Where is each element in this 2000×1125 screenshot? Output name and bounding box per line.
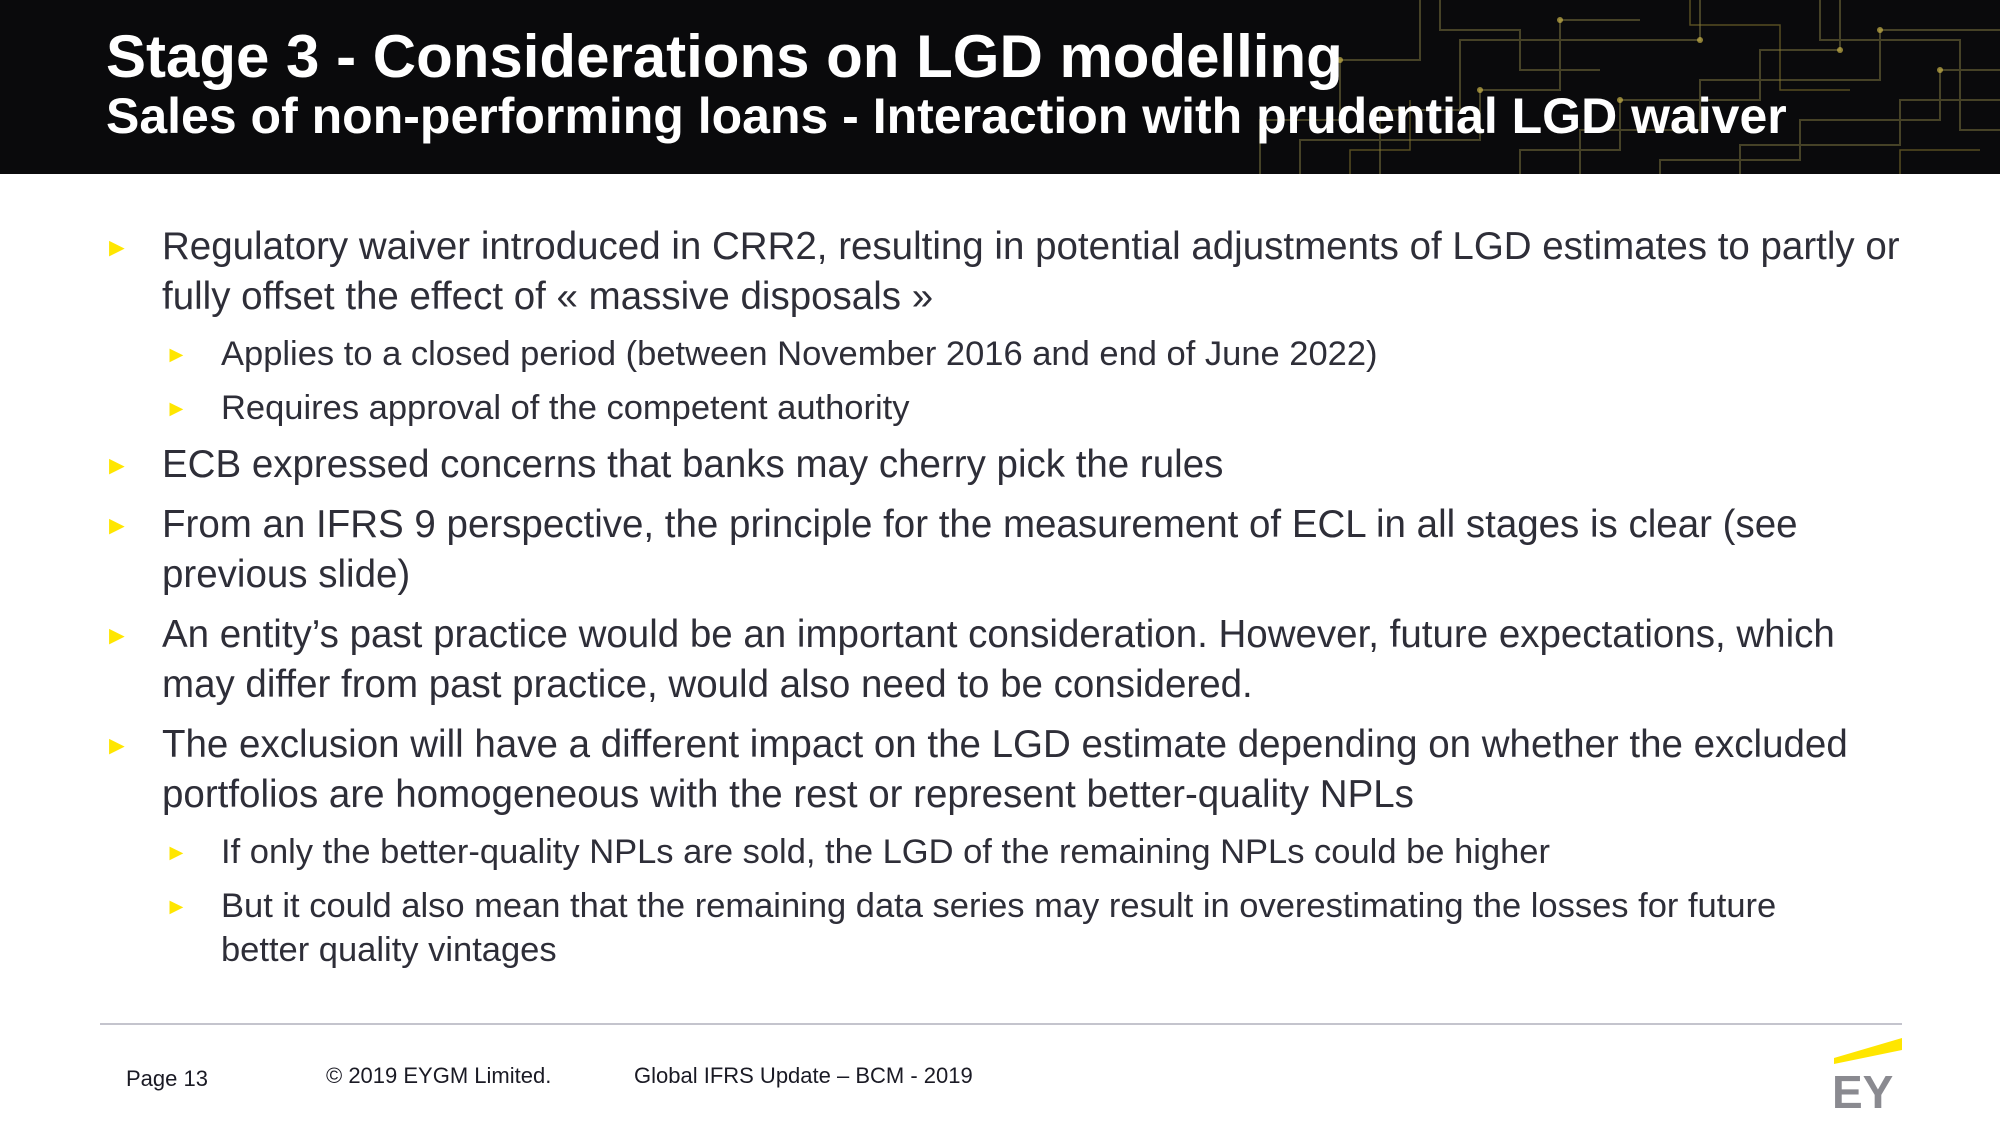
bullet-text: The exclusion will have a different impact on the LGD estimate depending on whether the excluded portfolios are homogeneous with the rest or represent better-quality NPLs — [162, 723, 1848, 816]
arrow-right-icon: ► — [104, 450, 130, 480]
bullet-text: Requires approval of the competent authority — [221, 389, 910, 427]
slide-subtitle: Sales of non-performing loans - Interaction with prudential LGD waiver — [106, 88, 1787, 144]
arrow-right-icon: ► — [104, 510, 130, 540]
ey-logo-icon — [1832, 1036, 1904, 1110]
arrow-right-icon: ► — [104, 232, 130, 262]
list-item — [0, 440, 2000, 490]
event-name: Global IFRS Update – BCM - 2019 — [634, 1063, 973, 1088]
slide-header — [0, 0, 2000, 174]
bullet-text: Applies to a closed period (between November 2016 and end of June 2022) — [221, 335, 1378, 373]
bullet-text: If only the better-quality NPLs are sold, the LGD of the remaining NPLs could be higher — [221, 833, 1550, 871]
bullet-text: From an IFRS 9 perspective, the principle for the measurement of ECL in all stages is clear (see previous slide) — [162, 503, 1798, 596]
list-item — [0, 222, 2000, 322]
list-item — [0, 830, 2000, 874]
logo-text: EY — [1832, 1066, 1894, 1110]
bullet-text: An entity’s past practice would be an important consideration. However, future expectations, which may differ from past practice, would also need to be considered. — [162, 613, 1835, 706]
bullet-text: Regulatory waiver introduced in CRR2, resulting in potential adjustments of LGD estimates to partly or fully offset the effect of « massive disposals » — [162, 225, 1900, 318]
arrow-right-icon: ► — [104, 730, 130, 760]
list-item — [0, 500, 2000, 600]
arrow-right-icon: ► — [104, 620, 130, 650]
list-item — [0, 386, 2000, 430]
arrow-right-icon: ► — [165, 341, 188, 367]
copyright: © 2019 EYGM Limited. — [326, 1063, 552, 1088]
arrow-right-icon: ► — [165, 893, 188, 919]
bullet-list — [0, 222, 2000, 972]
footer-divider — [100, 1023, 1902, 1025]
arrow-right-icon: ► — [165, 395, 188, 421]
bullet-text: But it could also mean that the remaining data series may result in overestimating the losses for future better quality vintages — [221, 887, 1777, 969]
arrow-right-icon: ► — [165, 839, 188, 865]
slide-title: Stage 3 - Considerations on LGD modelling — [106, 23, 1343, 90]
list-item — [0, 720, 2000, 820]
list-item — [0, 332, 2000, 376]
bullet-text: ECB expressed concerns that banks may cherry pick the rules — [162, 443, 1224, 486]
list-item — [0, 884, 2000, 972]
list-item — [0, 610, 2000, 710]
page-number: Page 13 — [126, 1066, 208, 1091]
